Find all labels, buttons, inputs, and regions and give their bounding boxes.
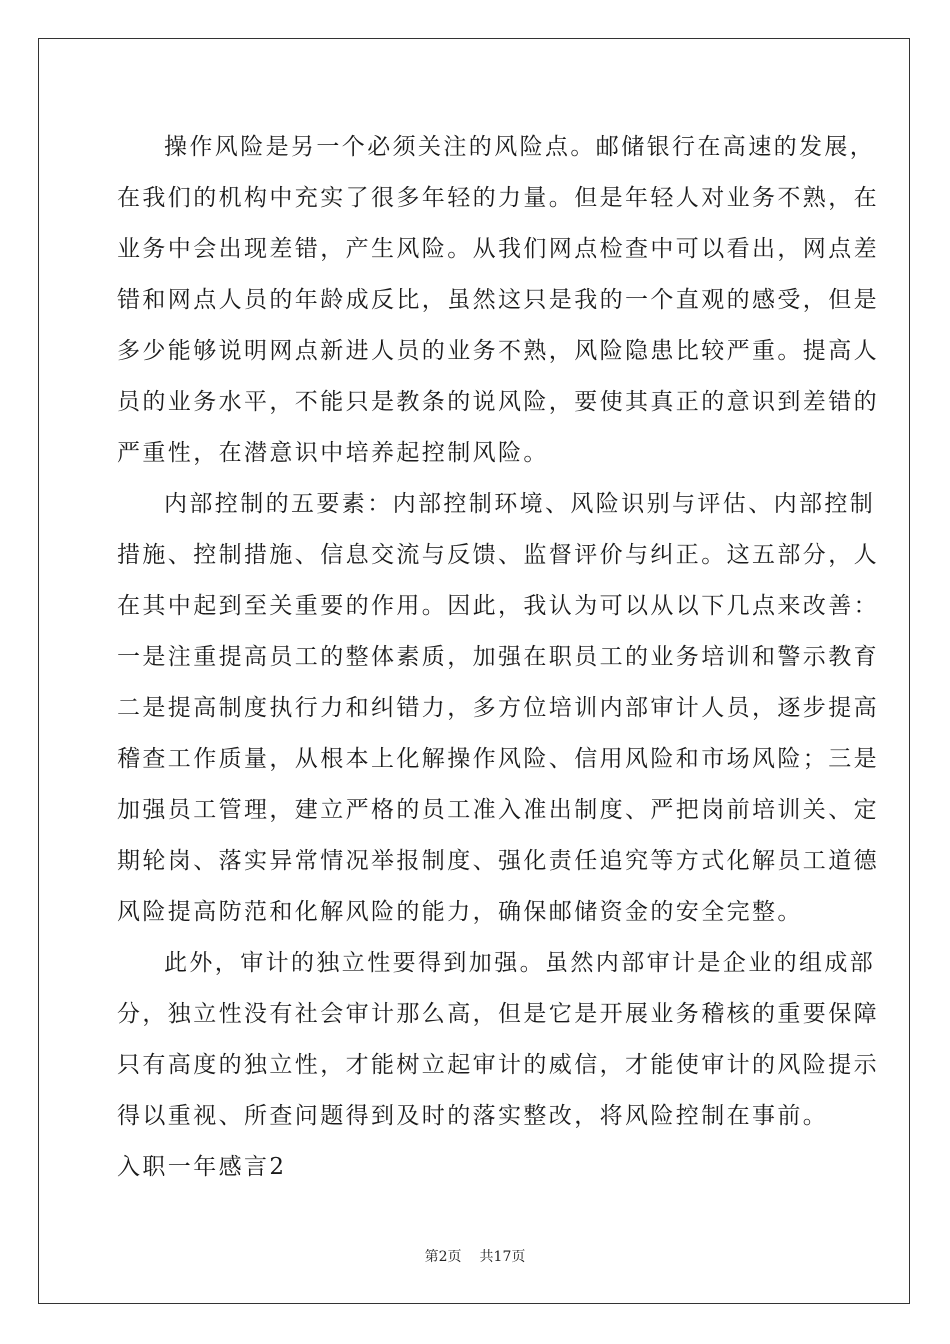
paragraph-line: 只有高度的独立性，才能树立起审计的威信，才能使审计的风险提示 [117, 1052, 879, 1078]
paragraph-line: 错和网点人员的年龄成反比，虽然这只是我的一个直观的感受，但是 [117, 287, 879, 313]
paragraph-line: 二是提高制度执行力和纠错力，多方位培训内部审计人员，逐步提高 [117, 695, 879, 721]
paragraph-line: 多少能够说明网点新进人员的业务不熟，风险隐患比较严重。提高人 [117, 338, 879, 364]
paragraph-line: 措施、控制措施、信息交流与反馈、监督评价与纠正。这五部分，人 [117, 542, 879, 568]
paragraph-line: 一是注重提高员工的整体素质，加强在职员工的业务培训和警示教育 [117, 644, 879, 670]
document-body [117, 122, 879, 1193]
paragraph-line: 风险提高防范和化解风险的能力，确保邮储资金的安全完整。 [117, 899, 803, 925]
paragraph-line: 得以重视、所查问题得到及时的落实整改，将风险控制在事前。 [117, 1103, 829, 1129]
paragraph-line: 加强员工管理，建立严格的员工准入准出制度、严把岗前培训关、定 [117, 797, 879, 823]
paragraph-line: 此外，审计的独立性要得到加强。虽然内部审计是企业的组成部 [164, 950, 876, 976]
paragraph-line: 内部控制的五要素：内部控制环境、风险识别与评估、内部控制 [164, 491, 876, 517]
paragraph-line: 期轮岗、落实异常情况举报制度、强化责任追究等方式化解员工道德 [117, 848, 879, 874]
paragraph-line: 稽查工作质量，从根本上化解操作风险、信用风险和市场风险；三是 [117, 746, 879, 772]
paragraph-line: 员的业务水平，不能只是教条的说风险，要使其真正的意识到差错的 [117, 389, 879, 415]
paragraph-line: 在我们的机构中充实了很多年轻的力量。但是年轻人对业务不熟，在 [117, 185, 879, 211]
page-footer [0, 1246, 950, 1266]
page-number: 第2页 [424, 1249, 462, 1265]
page-total: 共17页 [479, 1249, 526, 1265]
paragraph-line: 严重性，在潜意识中培养起控制风险。 [117, 440, 549, 466]
paragraph-line: 操作风险是另一个必须关注的风险点。邮储银行在高速的发展， [164, 134, 876, 160]
paragraph-line: 业务中会出现差错，产生风险。从我们网点检查中可以看出，网点差 [117, 236, 879, 262]
section-heading: 入职一年感言2 [117, 1154, 287, 1180]
paragraph-line: 在其中起到至关重要的作用。因此，我认为可以从以下几点来改善： [117, 593, 879, 619]
paragraph-line: 分，独立性没有社会审计那么高，但是它是开展业务稽核的重要保障 [117, 1001, 879, 1027]
